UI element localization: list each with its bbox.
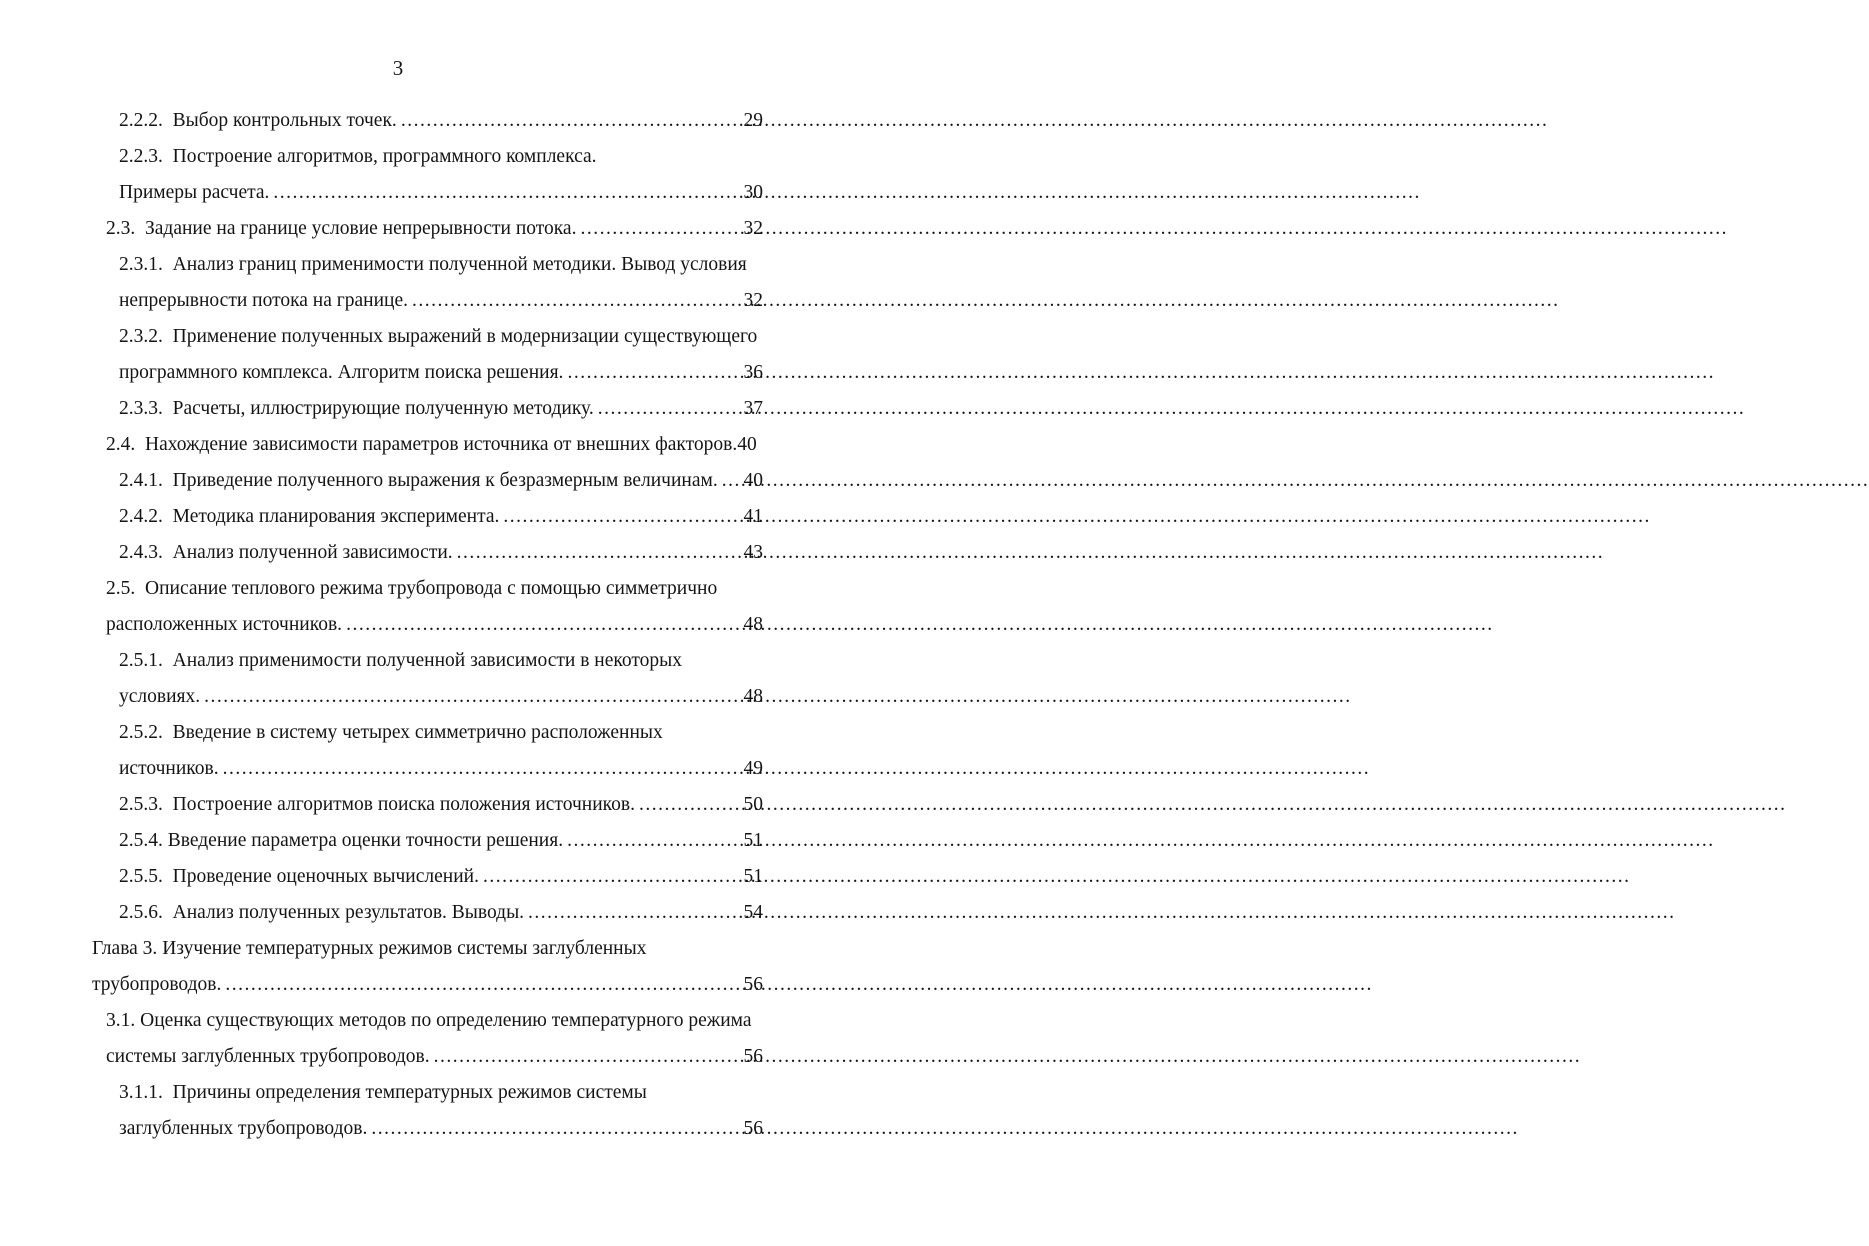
toc-chapter-continuation	[92, 973, 763, 997]
toc-entry	[119, 253, 747, 277]
toc-entry-number: 2.5.1.	[119, 650, 163, 671]
toc-entry-number: 2.5.3.	[119, 794, 163, 815]
toc-entry	[106, 433, 763, 457]
toc-entry-title: Расчеты, иллюстрирующие полученную методику.	[172, 398, 594, 419]
toc-entry-title: Анализ полученных результатов. Выводы.	[172, 902, 525, 923]
toc-entry-page: 54	[743, 902, 763, 923]
toc-dot-leader	[225, 973, 740, 997]
toc-dot-leader	[580, 217, 740, 241]
toc-entry	[106, 1009, 752, 1033]
toc-entry-title: Анализ границ применимости полученной методики. Вывод условия	[172, 254, 747, 275]
toc-entry	[119, 469, 763, 493]
toc-chapter-number: Глава 3.	[92, 938, 158, 959]
toc-entry-title: Выбор контрольных точек.	[172, 110, 397, 131]
toc-entry-page: 43	[743, 542, 763, 563]
toc-entry-continuation	[119, 1117, 763, 1141]
toc-entry-page: 32	[743, 290, 763, 311]
toc-entry-number: 2.3.	[106, 218, 136, 239]
toc-dot-leader	[483, 865, 741, 889]
toc-dot-leader	[273, 181, 740, 205]
toc-entry	[119, 865, 763, 889]
document-page	[0, 0, 796, 1246]
toc-entry-page: 29	[743, 110, 763, 131]
toc-entry	[119, 829, 763, 853]
toc-entry-title: расположенных источников.	[106, 614, 343, 635]
toc-entry-number: 2.3.3.	[119, 398, 163, 419]
toc-entry-page: 32	[743, 218, 763, 239]
toc-entry-page: 48	[743, 614, 763, 635]
toc-entry-number: 2.2.3.	[119, 146, 163, 167]
toc-entry-number: 2.4.2.	[119, 506, 163, 527]
toc-entry	[119, 541, 763, 565]
toc-entry	[119, 109, 763, 133]
toc-entry-number: 2.5.4.	[119, 830, 163, 851]
toc-entry-page: 56	[743, 1046, 763, 1067]
toc-entry-page: 40	[737, 434, 757, 455]
toc-entry	[119, 721, 663, 745]
toc-dot-leader	[204, 685, 740, 709]
toc-dot-leader	[434, 1045, 741, 1069]
toc-entry-continuation	[119, 685, 763, 709]
toc-entry-title: Анализ полученной зависимости.	[172, 542, 453, 563]
toc-entry-title: Приведение полученного выражения к безразмерным величинам.	[172, 470, 718, 491]
toc-entry-number: 3.1.1.	[119, 1082, 163, 1103]
toc-entry-number: 3.1.	[106, 1010, 136, 1031]
toc-entry-number: 2.4.3.	[119, 542, 163, 563]
toc-entry	[119, 325, 757, 349]
toc-chapter-title: Изучение температурных режимов системы заглубленных	[162, 938, 647, 959]
toc-entry-title: Введение параметра оценки точности решения.	[167, 830, 564, 851]
toc-entry-number: 2.3.1.	[119, 254, 163, 275]
toc-dot-leader	[223, 757, 741, 781]
toc-entry-page: 48	[743, 686, 763, 707]
toc-entry-page: 37	[743, 398, 763, 419]
toc-entry-page: 49	[743, 758, 763, 779]
toc-entry-title: Примеры расчета.	[119, 182, 270, 203]
toc-entry-title: Задание на границе условие непрерывности потока.	[145, 218, 577, 239]
toc-dot-leader	[639, 793, 741, 817]
toc-entry-title: Описание теплового режима трубопровода с помощью симметрично	[145, 578, 718, 599]
toc-dot-leader	[457, 541, 741, 565]
toc-entry	[119, 793, 763, 817]
toc-entry-number: 2.5.2.	[119, 722, 163, 743]
toc-entry-continuation	[106, 613, 763, 637]
toc-entry-number: 2.4.	[106, 434, 136, 455]
toc-entry	[119, 901, 763, 925]
toc-dot-leader	[567, 361, 740, 385]
toc-entry-continuation	[119, 757, 763, 781]
toc-entry-title: заглубленных трубопроводов.	[119, 1118, 368, 1139]
toc-entry-number: 2.2.2.	[119, 110, 163, 131]
toc-entry-number: 2.4.1.	[119, 470, 163, 491]
toc-entry-title: Нахождение зависимости параметров источника от внешних факторов.	[145, 434, 738, 455]
toc-entry-continuation	[119, 289, 763, 313]
toc-entry-number: 2.5.5.	[119, 866, 163, 887]
toc-entry-number: 2.5.	[106, 578, 136, 599]
toc-entry-title: Применение полученных выражений в модернизации существующего	[172, 326, 758, 347]
toc-entry-continuation	[106, 1045, 763, 1069]
toc-entry-title: Введение в систему четырех симметрично расположенных	[172, 722, 663, 743]
toc-entry-title: системы заглубленных трубопроводов.	[106, 1046, 430, 1067]
toc-entry	[119, 1081, 647, 1105]
toc-entry-title: условиях.	[119, 686, 201, 707]
toc-dot-leader	[528, 901, 740, 925]
toc-entry-page: 56	[743, 974, 763, 995]
toc-entry-page: 40	[743, 470, 763, 491]
toc-entry-page: 50	[743, 794, 763, 815]
toc-entry-title: программного комплекса. Алгоритм поиска решения.	[119, 362, 564, 383]
toc-entry	[106, 577, 717, 601]
toc-entry	[119, 397, 763, 421]
toc-dot-leader	[598, 397, 741, 421]
page-number: 3	[392, 56, 404, 80]
toc-entry-title: Построение алгоритмов поиска положения источников.	[172, 794, 635, 815]
toc-entry-title: непрерывности потока на границе.	[119, 290, 409, 311]
toc-entry-continuation	[119, 181, 763, 205]
toc-entry-title: Анализ применимости полученной зависимости в некоторых	[172, 650, 682, 671]
toc-entry-page: 41	[743, 506, 763, 527]
toc-dot-leader	[503, 505, 740, 529]
toc-chapter	[92, 937, 646, 961]
toc-entry-page: 56	[743, 1118, 763, 1139]
toc-entry-title: Причины определения температурных режимов системы	[172, 1082, 647, 1103]
toc-entry	[106, 217, 763, 241]
toc-chapter-title: трубопроводов.	[92, 974, 222, 995]
toc-entry-continuation	[119, 361, 763, 385]
toc-entry-title: Оценка существующих методов по определению температурного режима	[140, 1010, 752, 1031]
toc-entry	[119, 649, 682, 673]
toc-entry-number: 2.3.2.	[119, 326, 163, 347]
toc-entry	[119, 145, 597, 169]
toc-entry-page: 30	[743, 182, 763, 203]
toc-entry-number: 2.5.6.	[119, 902, 163, 923]
toc-entry-title: Проведение оценочных вычислений.	[172, 866, 479, 887]
toc-dot-leader	[346, 613, 740, 637]
toc-entry-title: Методика планирования эксперимента.	[172, 506, 500, 527]
toc-dot-leader	[412, 289, 740, 313]
toc-dot-leader	[567, 829, 740, 853]
toc-entry	[119, 505, 763, 529]
toc-entry-title: Построение алгоритмов, программного комплекса.	[172, 146, 597, 167]
toc-entry-title: источников.	[119, 758, 219, 779]
toc-dot-leader	[371, 1117, 740, 1141]
toc-entry-page: 51	[743, 830, 763, 851]
toc-dot-leader	[401, 109, 741, 133]
toc-entry-page: 51	[743, 866, 763, 887]
toc-dot-leader	[722, 469, 741, 493]
toc-entry-page: 36	[743, 362, 763, 383]
